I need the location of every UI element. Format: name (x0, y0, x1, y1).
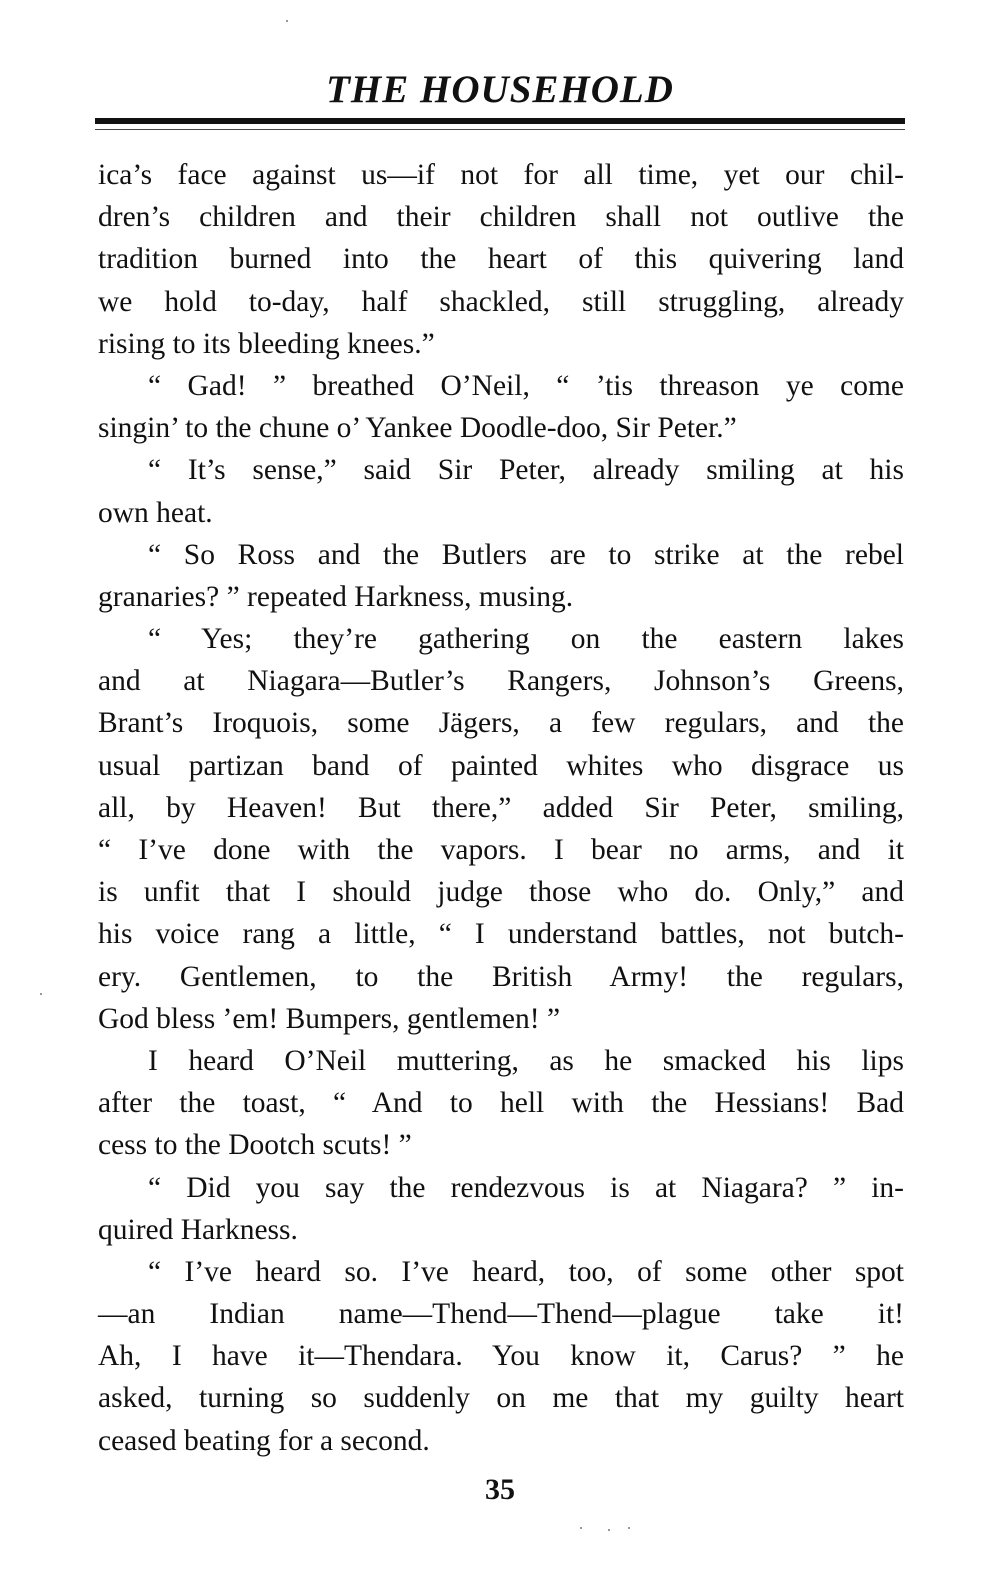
print-speck (628, 1527, 630, 1529)
text-line: “ It’s sense,” said Sir Peter, already smiling at his (148, 454, 904, 487)
text-line: is unfit that I should judge those who do. Only,” and (98, 876, 904, 909)
print-speck (286, 20, 288, 22)
header-rule-thick (95, 118, 905, 124)
text-line: God bless ’em! Bumpers, gentlemen! ” (98, 1002, 561, 1035)
running-head: THE HOUSEHOLD (326, 68, 674, 111)
text-line: and at Niagara—Butler’s Rangers, Johnson’s Greens, (98, 665, 904, 698)
text-line: “ I’ve heard so. I’ve heard, too, of some other spot (148, 1255, 904, 1288)
text-line: quired Harkness. (98, 1213, 298, 1246)
text-line: usual partizan band of painted whites who disgrace us (98, 749, 904, 782)
body-text (98, 154, 904, 1462)
text-line: all, by Heaven! But there,” added Sir Peter, smiling, (98, 791, 904, 824)
header-rule-thin (95, 129, 905, 130)
print-speck (580, 1527, 582, 1529)
text-line: singin’ to the chune o’ Yankee Doodle-doo, Sir Peter.” (98, 412, 737, 445)
text-line: his voice rang a little, “ I understand battles, not butch- (98, 918, 904, 951)
text-line: after the toast, “ And to hell with the Hessians! Bad (98, 1087, 904, 1120)
text-line: dren’s children and their children shall not outlive the (98, 201, 904, 234)
text-line: “ So Ross and the Butlers are to strike at the rebel (148, 538, 904, 571)
text-line: “ Yes; they’re gathering on the eastern lakes (148, 623, 904, 656)
text-line: Brant’s Iroquois, some Jägers, a few regulars, and the (98, 707, 904, 740)
print-speck (40, 993, 42, 995)
text-line: granaries? ” repeated Harkness, musing. (98, 580, 574, 613)
text-line: —an Indian name—Thend—Thend—plague take it! (98, 1298, 904, 1331)
text-line: I heard O’Neil muttering, as he smacked his lips (148, 1044, 904, 1077)
text-line: “ I’ve done with the vapors. I bear no arms, and it (98, 834, 904, 866)
print-speck (608, 1529, 610, 1531)
text-line: tradition burned into the heart of this quivering land (98, 243, 904, 276)
text-line: asked, turning so suddenly on me that my guilty heart (98, 1382, 904, 1415)
text-line: “ Did you say the rendezvous is at Niagara? ” in- (148, 1171, 904, 1204)
text-line: Ah, I have it—Thendara. You know it, Carus? ” he (98, 1340, 904, 1373)
text-line: ica’s face against us—if not for all time, yet our chil- (98, 159, 904, 191)
text-line: ceased beating for a second. (98, 1424, 430, 1457)
text-line: “ Gad! ” breathed O’Neil, “ ’tis threason ye come (148, 369, 904, 402)
text-line: we hold to-day, half shackled, still struggling, already (98, 285, 904, 318)
text-line: ery. Gentlemen, to the British Army! the regulars, (98, 960, 904, 993)
text-line: rising to its bleeding knees.” (98, 327, 435, 360)
text-line: own heat. (98, 496, 213, 529)
text-line: cess to the Dootch scuts! ” (98, 1129, 412, 1162)
page-number: 35 (485, 1473, 515, 1506)
